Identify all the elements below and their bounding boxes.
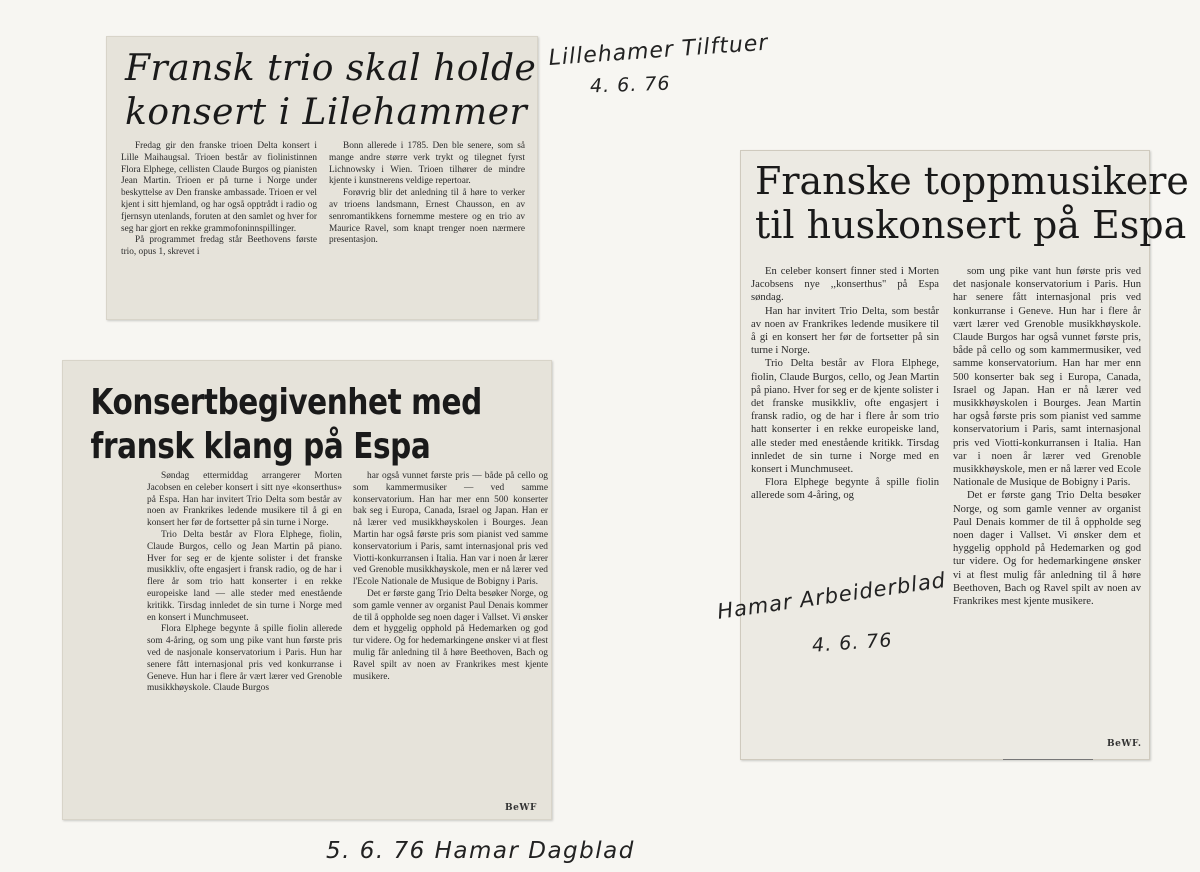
paragraph: På programmet fredag står Beethovens første trio, opus 1, skrevet i bbox=[121, 235, 317, 258]
paragraph: Forøvrig blir det anledning til å høre to verker av trioens landsmann, Ernest Chausson, en av senromantikkens fornemme mestere og en trio av Maurice Ravel, som knapt trenger noen nærmere presentasjon. bbox=[329, 188, 525, 246]
article-column-2 bbox=[353, 471, 548, 683]
headline-franske-toppmusikere bbox=[755, 159, 1189, 247]
paragraph: Søndag ettermiddag arrangerer Morten Jacobsen en celeber konsert i sitt nye «konserthus» på Espa. Han har invitert Trio Delta som består av noen av Frankrikes ledende musikere til å gi en konsert her før de fortsetter på sin turne i Norge. bbox=[147, 471, 342, 529]
byline-signature: BeWF. bbox=[1107, 739, 1142, 749]
headline-konsertbegivenhet bbox=[90, 381, 482, 469]
handwritten-date-note-1: 4. 6. 76 bbox=[589, 72, 671, 98]
paragraph: Flora Elphege begynte å spille fiolin allerede som 4-åring, og bbox=[751, 477, 939, 502]
handwritten-source-note-2: Hamar Arbeiderblad bbox=[715, 567, 948, 624]
headline-line-1: Fransk trio skal holde bbox=[125, 48, 537, 89]
handwritten-note-3: 5. 6. 76 Hamar Dagblad bbox=[326, 838, 635, 864]
paragraph: Bonn allerede i 1785. Den ble senere, som så mange andre større verk trykt og tilegnet fyrst Lichnowsky i Wien. Trioen tilhører de mindre kjente i kunstnerens veldige repertoar. bbox=[329, 141, 525, 187]
byline-signature: BeWF bbox=[505, 803, 537, 813]
article-column-2 bbox=[953, 265, 1141, 608]
paragraph: Det er første gang Trio Delta besøker Norge, og som gamle venner av organist Paul Denais kommer de til å oppholde seg noen dager i Vallset. Vi ønsker dem et hyggelig opphold på Hedemarken og god tur videre. Og for hedemarkingene ønsker vi at flest mulig får anledning til å høre Beethoven, Bach og Ravel spilt av noen av Frankrikes mest kjente musikere. bbox=[353, 588, 548, 682]
paragraph: En celeber konsert finner sted i Morten Jacobsens nye ,,konserthus" på Espa søndag. bbox=[751, 266, 939, 304]
paragraph: som ung pike vant hun første pris ved det nasjonale konservatorium i Paris. Hun har senere fått internasjonal pris ved konkurranse i Geneve. Hun har i flere år vært lærer ved Grenoble musikkhøyskole. Claude Burgos har også vunnet første pris, både på cello og som kammermusiker, ved samme konservatorium. Han har mer enn 500 konserter bak seg i Europa, Canada, Israel og Japan. Han er nå lærer ved musikkhøyskolen i Bourges. Jean Martin har også første pris som pianist ved samme konservatorium i Paris, samt internasjonal pris ved Viotti-konkurransen i Italia. Han var i noen år lærer ved Grenoble musikkhøyskole, men er nå lærer ved Ecole Nationale de Musique de Bobigny i Paris. bbox=[953, 266, 1141, 489]
paragraph: har også vunnet første pris — både på cello og som kammermusiker — ved samme konservatorium. Han har mer enn 500 konserter bak seg i Europa, Canada, Israel og Japan. Han er nå lærer ved musikkhøyskolen i Bourges. Jean Martin har også første pris som pianist ved samme konservatorium i Paris, samt internasjonal pris ved Viotti-konkurransen i Italia. Han var i noen år lærer ved Grenoble musikkhøyskole, men er nå lærer ved l'Ecole Nationale de Musique de Bobigny i Paris. bbox=[353, 471, 548, 588]
headline-line-1: Konsertbegivenhet med bbox=[90, 382, 482, 423]
handwritten-date-note-2: 4. 6. 76 bbox=[811, 629, 894, 657]
article-column-1 bbox=[751, 265, 939, 503]
paragraph: Trio Delta består av Flora Elphege, fiolin, Claude Burgos, cello og Jean Martin på piano. Hver for seg er de kjente solister i det franske musikkliv, ofte engasjert i fransk radio, og de har i flere år som trio hatt konserter i en rekke europeiske land — alle steder med enestående kritikk. Tirsdag innledet de sin turne i Norge med en konsert i Munchmuseet. bbox=[147, 529, 342, 623]
article-column-1 bbox=[147, 471, 342, 695]
paragraph: Han har invitert Trio Delta, som består av noen av Frankrikes ledende musikere til å gi en konsert her før de fortsetter på sin turne i Norge. bbox=[751, 305, 939, 357]
handwritten-source-note-1: Lillehamer Tilftuer bbox=[547, 30, 770, 71]
paragraph: Trio Delta består av Flora Elphege, fiolin, Claude Burgos, cello, og Jean Martin på piano. Hver for seg er de kjente solister i det franske musikkliv, ofte engasjert i fransk radio, og de har i flere år som trio hatt konserter i en rekke europeiske land, alle steder med enestående kritikk. Tirsdag innledet de sin turne i Norge med en konsert i Munchmuseet. bbox=[751, 358, 939, 476]
clipping-lillehammer bbox=[106, 36, 538, 320]
clipping-hamar-dagblad bbox=[62, 360, 552, 820]
article-column-2 bbox=[329, 141, 525, 247]
paragraph: Fredag gir den franske trioen Delta konsert i Lille Maihaugsal. Trioen består av fiolinistinnen Flora Elphege, cellisten Claude Burgos og pianisten Jean Martin. Trioen er på turne i Norge under beskyttelse av Den franske ambassade. Trioen er vel kjent i sitt hjemland, og har også opptrådt i radio og fjernsyn utenlands, foruten at den samlet og hver for seg har gjort en rekke grammofoninnspillinger. bbox=[121, 141, 317, 234]
headline-line-2: konsert i Lilehammer bbox=[125, 92, 528, 133]
headline-line-2: til huskonsert på Espa bbox=[755, 203, 1187, 247]
paragraph: Flora Elphege begynte å spille fiolin allerede som 4-åring, og som ung pike vant hun første pris ved de nasjonale konservatorium i Paris. Hun har senere fått internasjonal pris ved konkurranse i Geneve. Hun har i flere år vært lærer ved Grenoble musikkhøyskole. Claude Burgos bbox=[147, 624, 342, 694]
article-column-1 bbox=[121, 141, 317, 259]
paragraph: Det er første gang Trio Delta besøker Norge, og som gamle venner av organist Paul Denais kommer de til å oppholde seg noen dager i Vallset. Vi ønsker dem et hyggelig opphold på Hedemarken og god tur videre. Og for hedemarkingene ønsker vi at flest mulig får anledning til å høre Beethoven, Bach og Ravel spilt av noen av Frankrikes mest kjente musikere. bbox=[953, 490, 1141, 608]
headline-line-2: fransk klang på Espa bbox=[90, 426, 431, 467]
divider-line bbox=[1003, 759, 1093, 760]
headline-line-1: Franske toppmusikere bbox=[755, 159, 1189, 203]
clipping-hamar-arbeiderblad bbox=[740, 150, 1189, 760]
headline-fransk-trio bbox=[125, 47, 536, 135]
